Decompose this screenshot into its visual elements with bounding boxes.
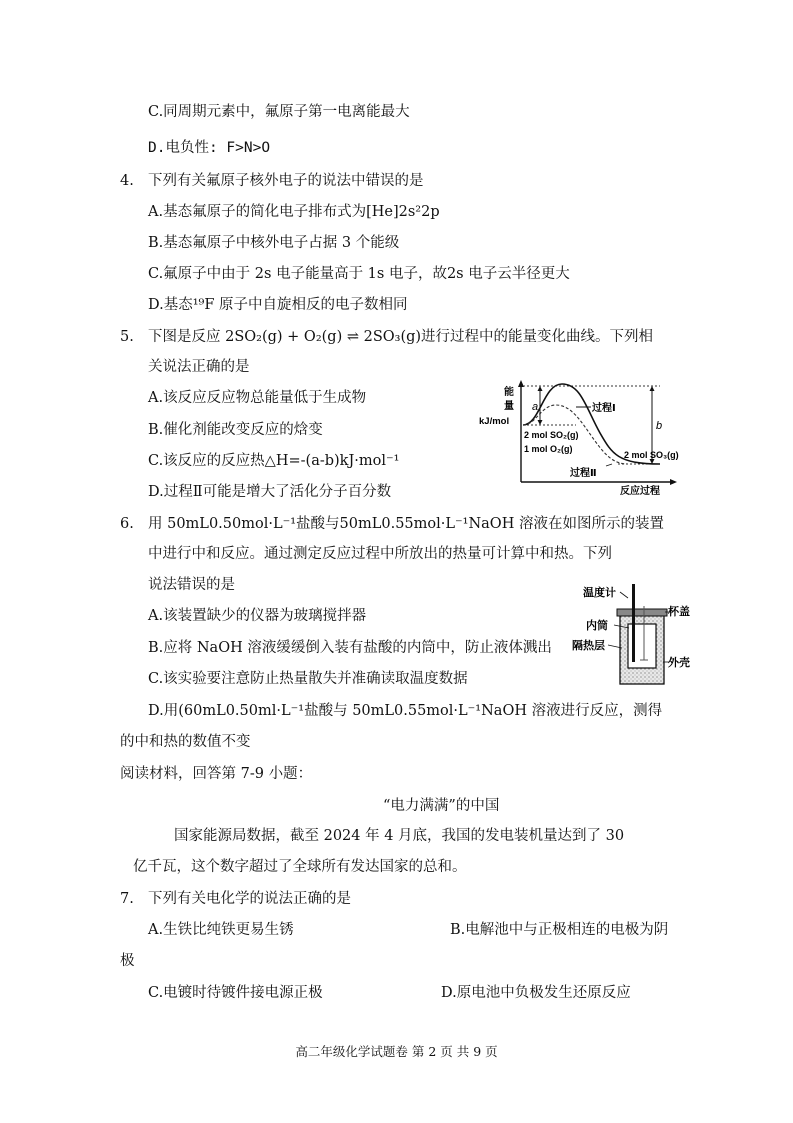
option-6a: A.该装置缺少的仪器为玻璃搅拌器 xyxy=(148,608,367,624)
option-6b: B.应将 NaOH 溶液缓缓倒入装有盐酸的内筒中，防止液体溅出 xyxy=(148,640,552,656)
option-7c: C.电镀时待镀件接电源正极 xyxy=(148,985,323,1001)
question-6-stem-line3: 说法错误的是 xyxy=(148,577,235,593)
reading-intro: 阅读材料，回答第 7-9 小题： xyxy=(120,766,313,782)
reactants-label-1: 2 mol SO₂(g) xyxy=(524,430,579,440)
process-2-pointer xyxy=(606,464,612,466)
question-4-number: 4. xyxy=(120,173,134,189)
process-2-label: 过程Ⅱ xyxy=(570,468,597,479)
option-6d-line2: 的中和热的数值不变 xyxy=(120,734,251,750)
question-6-stem-line2: 中进行中和反应。通过测定反应过程中所放出的热量可计算中和热。下列 xyxy=(148,546,612,562)
energy-profile-diagram xyxy=(478,378,690,496)
x-axis-label: 反应过程 xyxy=(620,486,660,496)
question-5-stem-line2: 关说法正确的是 xyxy=(148,359,250,375)
option-7d: D.原电池中负极发生还原反应 xyxy=(441,985,631,1001)
label-a: a xyxy=(532,401,539,413)
inner-cup-label: 内筒 xyxy=(586,620,608,632)
calorimeter-diagram xyxy=(568,580,692,688)
option-6c: C.该实验要注意防止热量散失并准确读取温度数据 xyxy=(148,671,468,687)
question-5-number: 5. xyxy=(120,329,134,345)
y-axis-label-1: 能 xyxy=(504,387,514,398)
y-axis-label-2: 量 xyxy=(504,401,514,412)
page-footer: 高二年级化学试题卷 第 2 页 共 9 页 xyxy=(295,1044,498,1059)
y-axis-unit: kJ/mol xyxy=(479,416,510,427)
question-7-stem: 下列有关电化学的说法正确的是 xyxy=(148,891,351,907)
option-4d: D.基态¹⁹F 原子中自旋相反的电子数相同 xyxy=(148,297,408,313)
option-7b-line2: 极 xyxy=(120,953,135,969)
option-4b: B.基态氟原子中核外电子占据 3 个能级 xyxy=(148,235,400,251)
option-5d: D.过程Ⅱ可能是增大了活化分子百分数 xyxy=(148,484,392,500)
option-7a: A.生铁比纯铁更易生锈 xyxy=(148,922,294,938)
outer-shell-label: 外壳 xyxy=(668,657,690,669)
lid-label: 杯盖 xyxy=(668,606,690,618)
option-3d: D.电负性: F>N>O xyxy=(148,140,271,156)
option-3c: C.同周期元素中，氟原子第一电离能最大 xyxy=(148,104,410,120)
option-5b: B.催化剂能改变反应的焓变 xyxy=(148,422,323,438)
thermometer-rod xyxy=(632,584,635,662)
process-1-label: 过程Ⅰ xyxy=(592,403,616,414)
question-4-stem: 下列有关氟原子核外电子的说法中错误的是 xyxy=(148,173,424,189)
label-b: b xyxy=(656,420,663,432)
option-7b-line1: B.电解池中与正极相连的电极为阴 xyxy=(450,922,669,938)
x-axis-arrow xyxy=(670,479,677,485)
thermometer-label: 温度计 xyxy=(583,587,616,599)
question-5-stem-line1: 下图是反应 2SO₂(g) + O₂(g) ⇌ 2SO₃(g)进行过程中的能量变化曲线。下列相 xyxy=(148,329,654,345)
reading-title: “电力满满”的中国 xyxy=(383,798,500,814)
products-label: 2 mol SO₃(g) xyxy=(624,450,679,460)
reading-paragraph-line1: 国家能源局数据，截至 2024 年 4 月底，我国的发电装机量达到了 30 xyxy=(174,828,625,844)
option-4c: C.氟原子中由于 2s 电子能量高于 1s 电子，故2s 电子云半径更大 xyxy=(148,266,570,282)
option-5c: C.该反应的反应热△H=-(a-b)kJ·mol⁻¹ xyxy=(148,453,400,469)
question-6-number: 6. xyxy=(120,516,134,532)
insulation-label: 隔热层 xyxy=(572,640,605,652)
option-5a: A.该反应反应物总能量低于生成物 xyxy=(148,390,367,406)
option-6d-line1: D.用(60mL0.50ml·L⁻¹盐酸与 50mL0.55mol·L⁻¹NaOH 溶液进行反应，测得 xyxy=(148,703,663,719)
reactants-label-2: 1 mol O₂(g) xyxy=(524,444,573,454)
reading-paragraph-line2: 亿千瓦，这个数字超过了全球所有发达国家的总和。 xyxy=(133,859,467,875)
lid xyxy=(617,609,667,616)
option-4a: A.基态氟原子的简化电子排布式为[He]2s²2p xyxy=(148,204,440,220)
question-7-number: 7. xyxy=(120,891,134,907)
question-6-stem-line1: 用 50mL0.50mol·L⁻¹盐酸与50mL0.55mol·L⁻¹NaOH 溶液在如图所示的装置 xyxy=(148,516,664,532)
